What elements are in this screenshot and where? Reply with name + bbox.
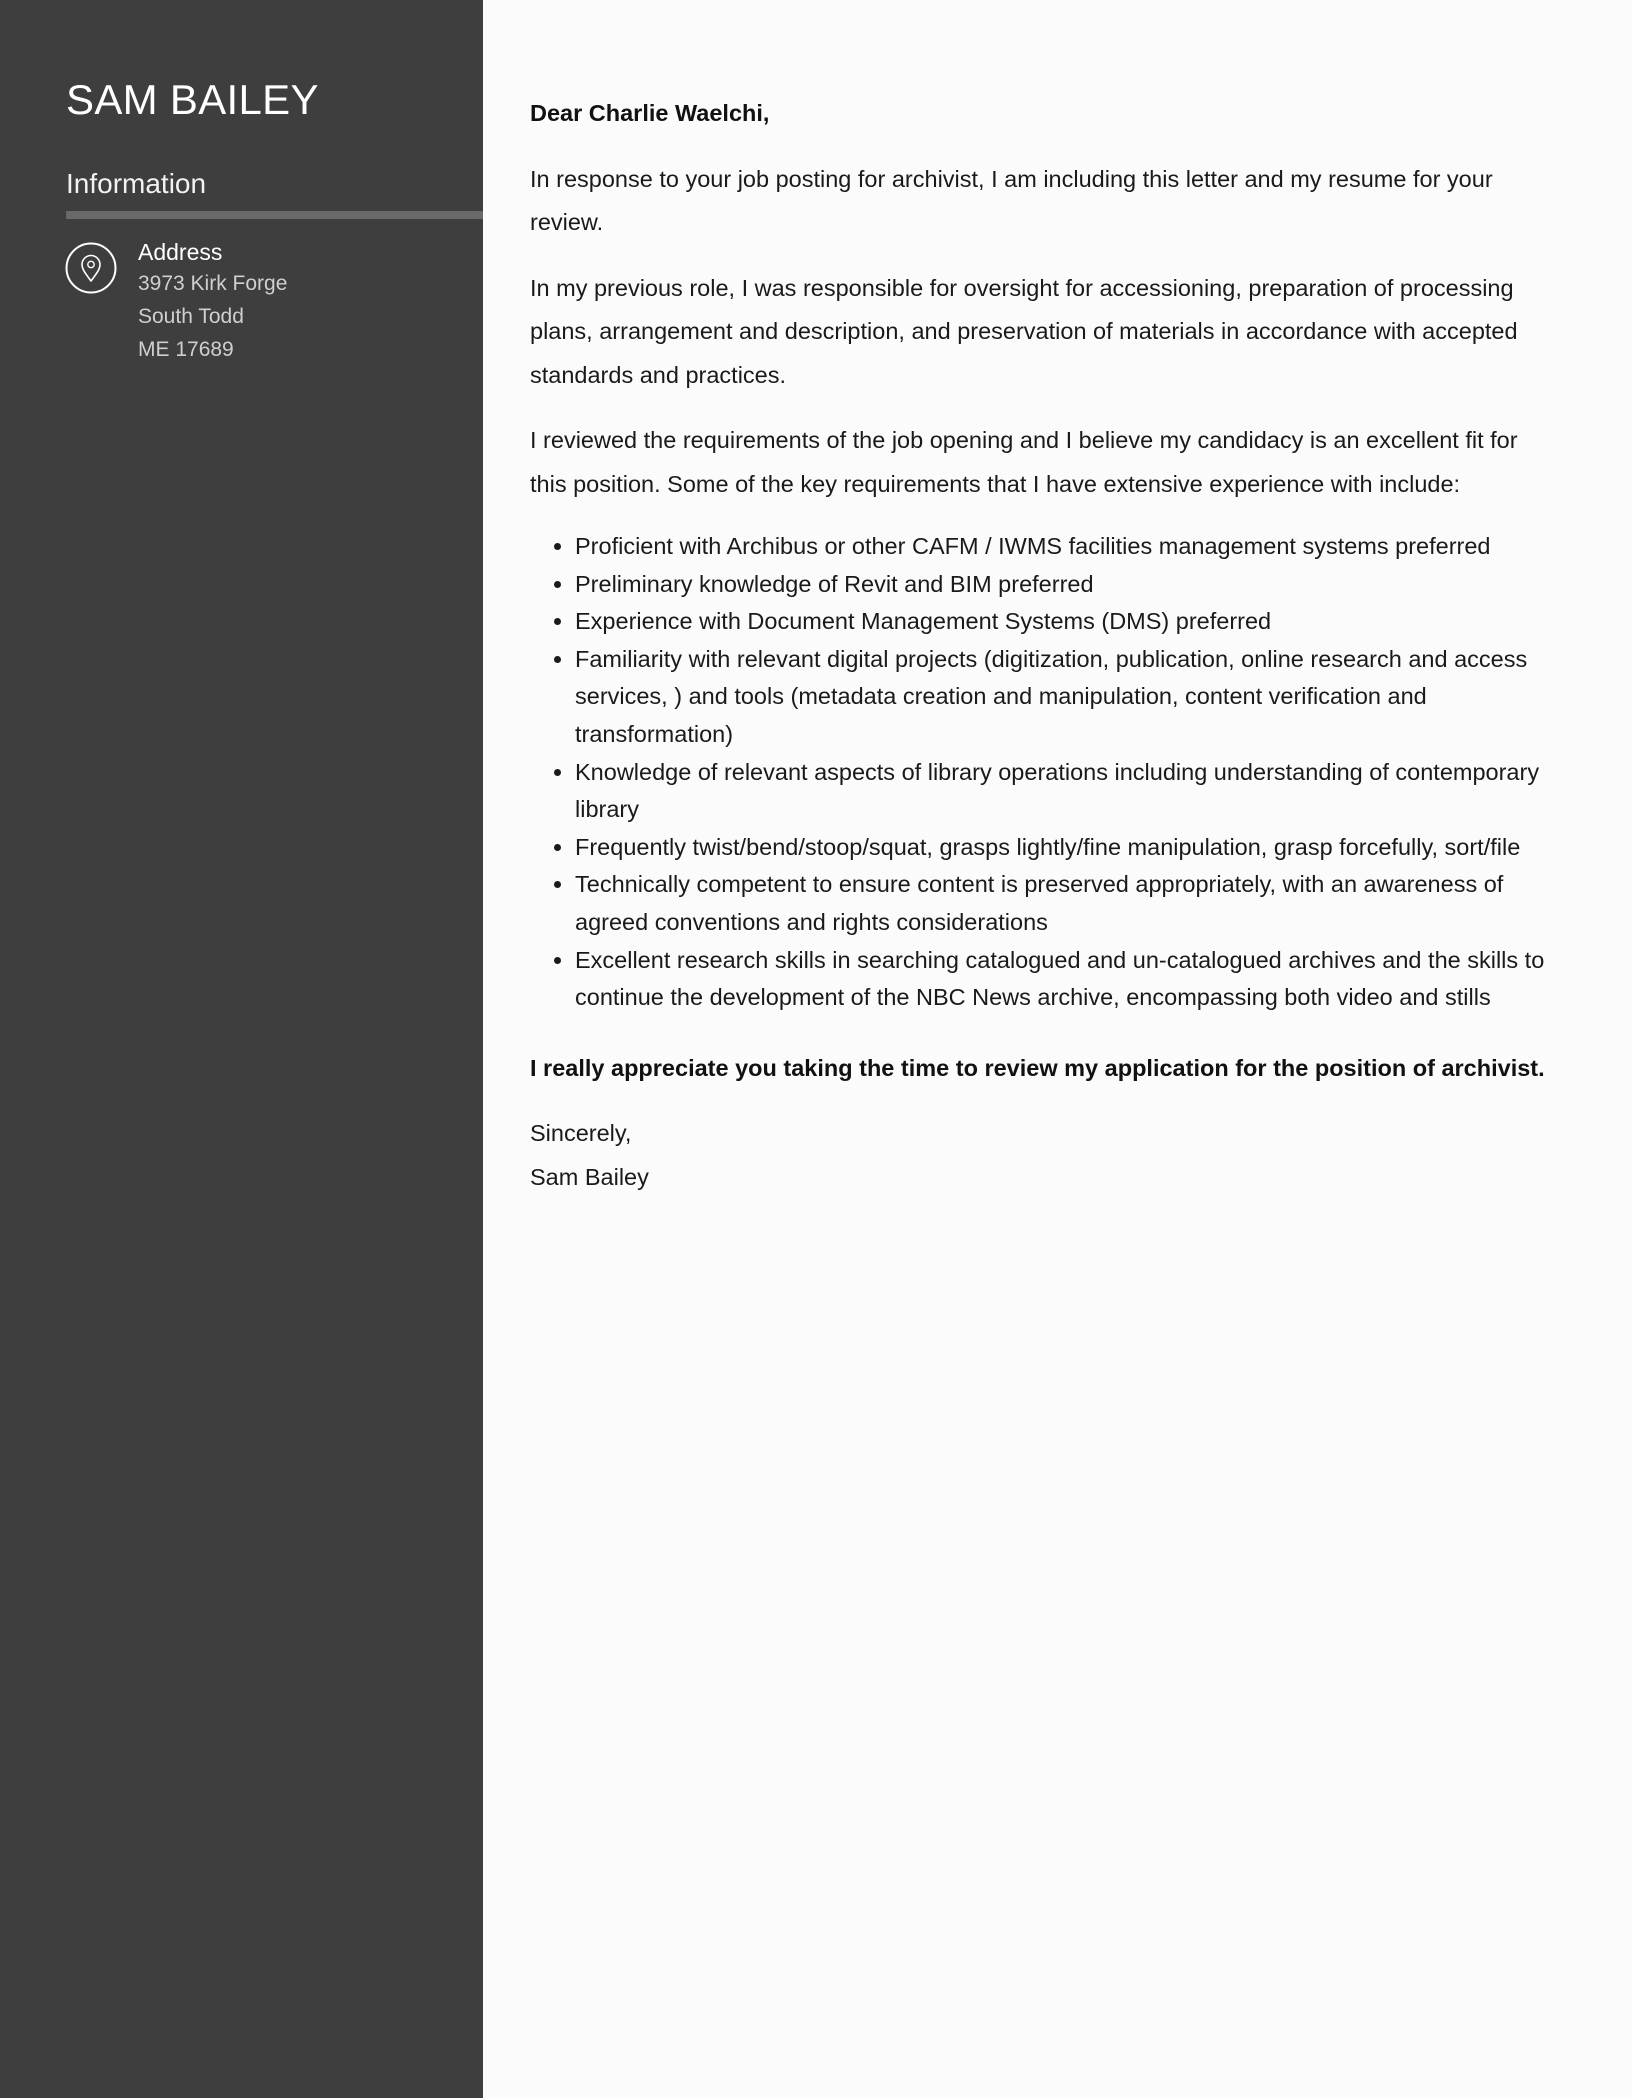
list-item: • Knowledge of relevant aspects of library operations including understanding of contemporary library xyxy=(575,754,1560,829)
list-item: • Frequently twist/bend/stoop/squat, grasps lightly/fine manipulation, grasp forcefully, sort/file xyxy=(575,829,1560,867)
requirements-list xyxy=(530,528,1560,1017)
sign-off: Sincerely, xyxy=(530,1120,632,1147)
candidate-name: SAM BAILEY xyxy=(66,76,319,123)
information-heading: Information xyxy=(66,168,207,199)
list-item: • Experience with Document Management Systems (DMS) preferred xyxy=(575,603,1560,641)
cover-letter-body xyxy=(530,92,1560,1221)
list-item: • Excellent research skills in searching catalogued and un-catalogued archives and the skills to continue the development of the NBC News archive, encompassing both video and stills xyxy=(575,942,1560,1017)
list-item: • Familiarity with relevant digital projects (digitization, publication, online research and access services, ) and tools (metadata creation and manipulation, content verification and transformation) xyxy=(575,641,1560,754)
list-item: • Proficient with Archibus or other CAFM / IWMS facilities management systems preferred xyxy=(575,528,1560,566)
salutation: Dear Charlie Waelchi, xyxy=(530,100,770,126)
paragraph-previous-role: In my previous role, I was responsible for oversight for accessioning, preparation of processing plans, arrangement and description, and preservation of materials in accordance with accepted standards and practices. xyxy=(530,274,1518,388)
paragraph-intro: In response to your job posting for archivist, I am including this letter and my resume for your review. xyxy=(530,165,1493,235)
signature-name: Sam Bailey xyxy=(530,1163,649,1190)
address-state-zip: ME 17689 xyxy=(138,338,234,361)
list-item: • Preliminary knowledge of Revit and BIM preferred xyxy=(575,566,1560,604)
closing-statement: I really appreciate you taking the time to review my application for the position of archivist. xyxy=(530,1054,1545,1081)
sidebar xyxy=(0,0,483,2098)
address-city: South Todd xyxy=(138,305,244,328)
list-item: • Technically competent to ensure content is preserved appropriately, with an awareness of agreed conventions and rights considerations xyxy=(575,866,1560,941)
address-label: Address xyxy=(138,239,223,265)
paragraph-requirements-intro: I reviewed the requirements of the job opening and I believe my candidacy is an excellent fit for this position. Some of the key requirements that I have extensive experience with include: xyxy=(530,427,1518,497)
address-street: 3973 Kirk Forge xyxy=(138,272,288,295)
map-pin-icon xyxy=(65,242,117,294)
section-divider xyxy=(66,211,483,219)
sign-off-block xyxy=(530,1112,1560,1199)
